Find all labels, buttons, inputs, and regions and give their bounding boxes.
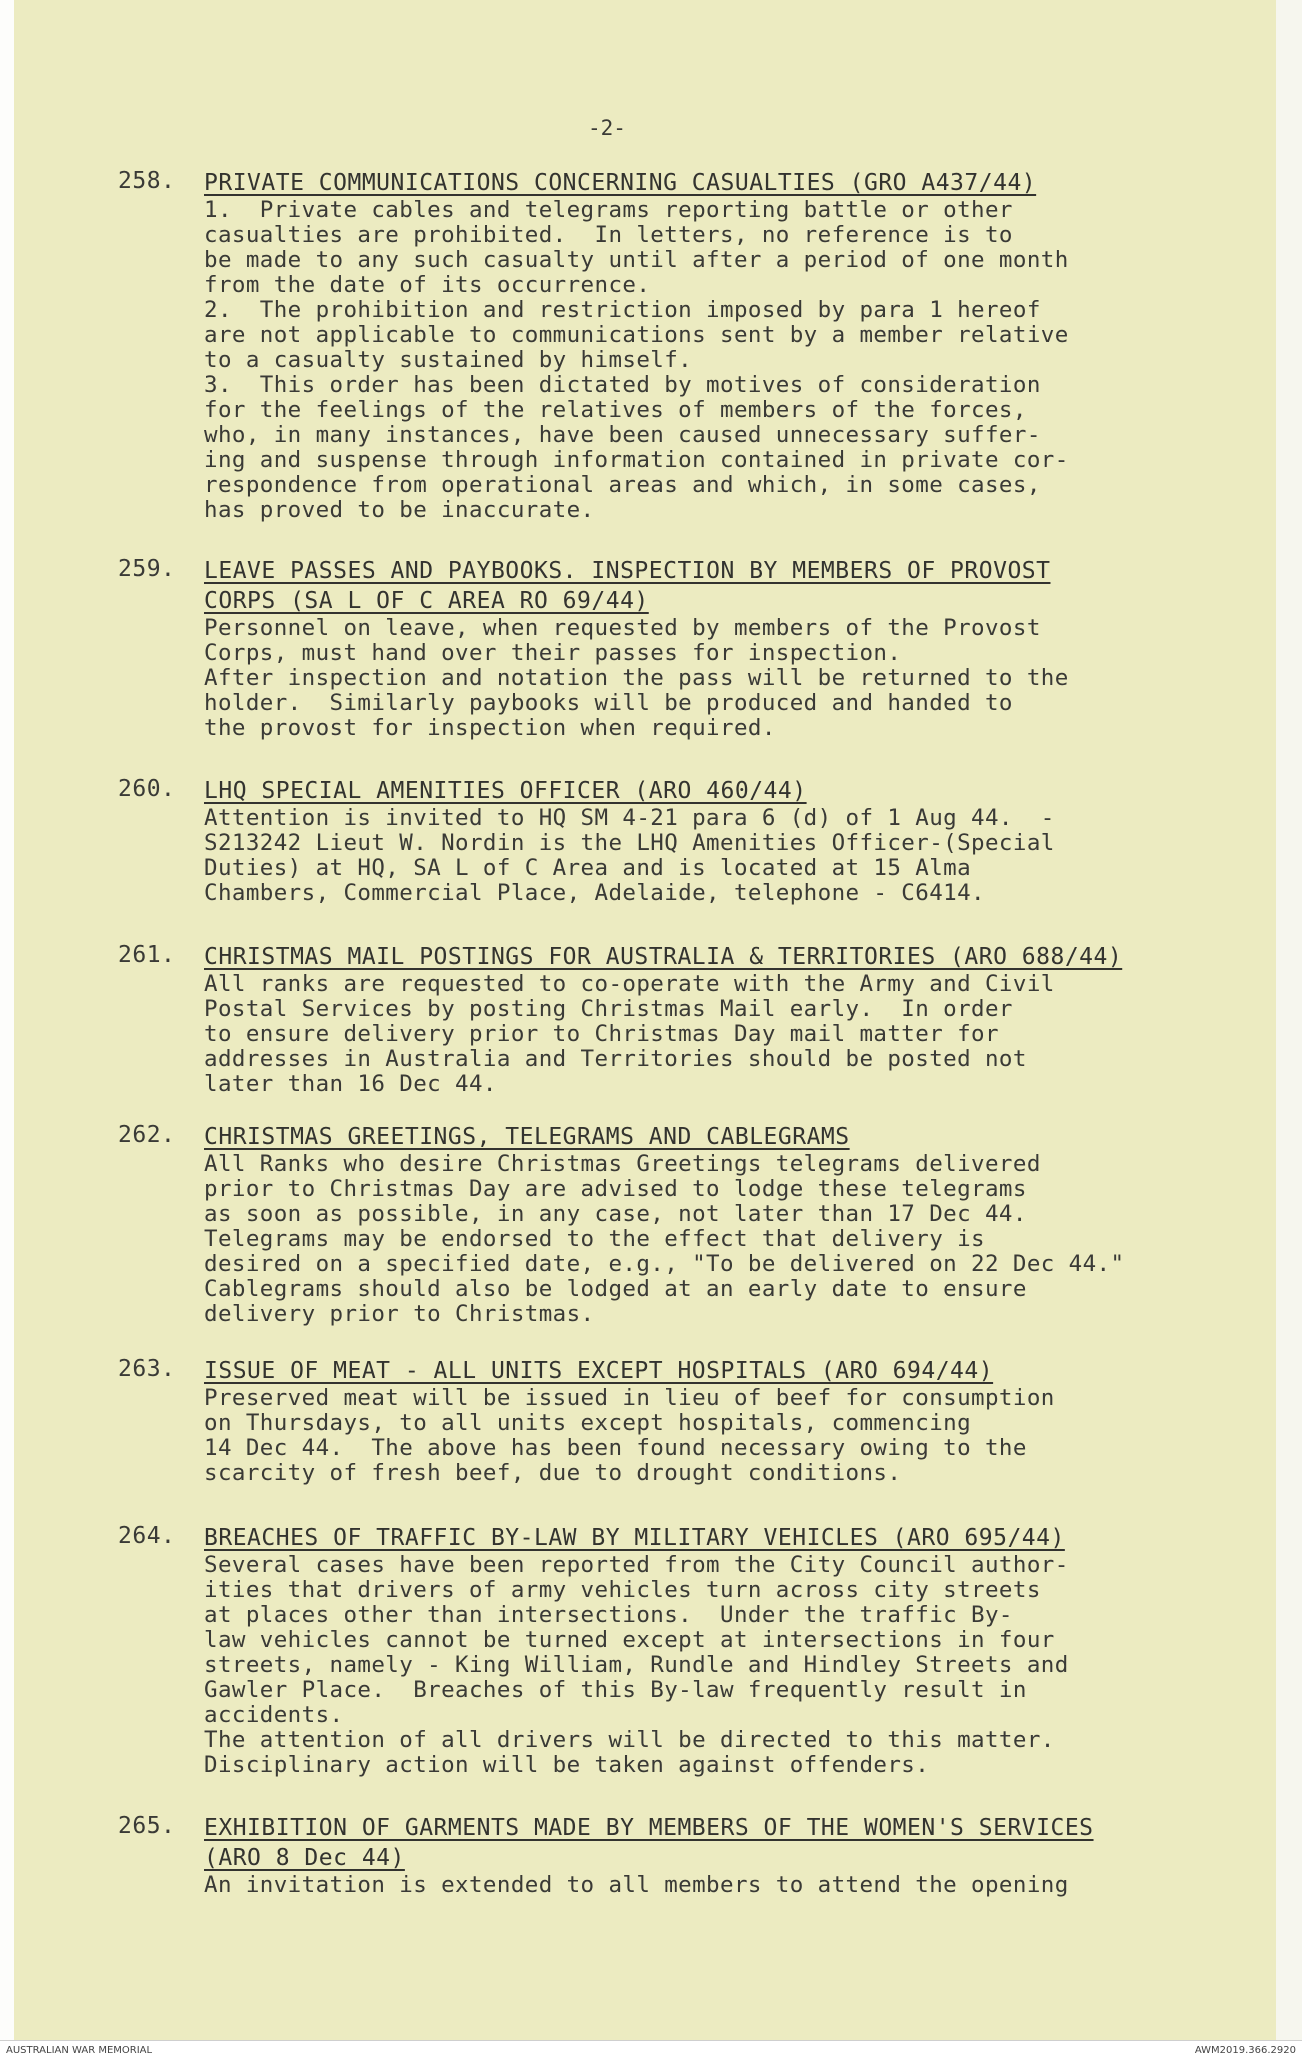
text-line: addresses in Australia and Territories should be posted not bbox=[204, 1046, 1027, 1072]
text-line: to ensure delivery prior to Christmas Day mail matter for bbox=[204, 1021, 999, 1047]
section-number: 262. bbox=[118, 1122, 176, 1148]
text-line: CORPS (SA L OF C AREA RO 69/44) bbox=[204, 588, 649, 614]
text-line: Corps, must hand over their passes for inspection. bbox=[204, 640, 902, 666]
section-body bbox=[204, 198, 1138, 523]
text-line: Attention is invited to HQ SM 4-21 para 6 (d) of 1 Aug 44. - bbox=[204, 805, 1055, 831]
text-line: from the date of its occurrence. bbox=[204, 272, 651, 298]
section-258 bbox=[118, 168, 1138, 523]
section-265 bbox=[118, 1813, 1138, 1898]
footer-institution: AUSTRALIAN WAR MEMORIAL bbox=[6, 2045, 153, 2056]
section-body bbox=[204, 1873, 1138, 1898]
text-line: ities that drivers of army vehicles turn across city streets bbox=[204, 1577, 1041, 1603]
section-number: 259. bbox=[118, 556, 176, 582]
text-line: streets, namely - King William, Rundle and Hindley Streets and bbox=[204, 1652, 1069, 1678]
text-line: ing and suspense through information contained in private cor- bbox=[204, 447, 1069, 473]
section-body bbox=[204, 1553, 1138, 1778]
text-line: LEAVE PASSES AND PAYBOOKS. INSPECTION BY MEMBERS OF PROVOST bbox=[204, 558, 1051, 584]
text-line: Postal Services by posting Christmas Mail early. In order bbox=[204, 996, 1013, 1022]
section-heading bbox=[204, 168, 1138, 198]
text-line: later than 16 Dec 44. bbox=[204, 1071, 497, 1097]
text-line: The attention of all drivers will be directed to this matter. bbox=[204, 1727, 1055, 1753]
text-line: on Thursdays, to all units except hospitals, commencing bbox=[204, 1410, 972, 1436]
section-body bbox=[204, 1386, 1138, 1486]
text-line: CHRISTMAS GREETINGS, TELEGRAMS AND CABLEGRAMS bbox=[204, 1124, 850, 1150]
section-number: 264. bbox=[118, 1523, 176, 1549]
text-line: Telegrams may be endorsed to the effect that delivery is bbox=[204, 1226, 985, 1252]
text-line: the provost for inspection when required. bbox=[204, 715, 776, 741]
section-259 bbox=[118, 556, 1138, 741]
text-line: (ARO 8 Dec 44) bbox=[204, 1845, 405, 1871]
section-262 bbox=[118, 1122, 1138, 1327]
section-263 bbox=[118, 1356, 1138, 1486]
text-line: BREACHES OF TRAFFIC BY-LAW BY MILITARY VEHICLES (ARO 695/44) bbox=[204, 1525, 1065, 1551]
page-edge bbox=[1276, 0, 1302, 2040]
section-body bbox=[204, 806, 1138, 906]
section-number: 265. bbox=[118, 1813, 176, 1839]
text-line: for the feelings of the relatives of members of the forces, bbox=[204, 397, 1027, 423]
page-number: -2- bbox=[588, 116, 626, 140]
text-line: to a casualty sustained by himself. bbox=[204, 347, 693, 373]
text-line: After inspection and notation the pass will be returned to the bbox=[204, 665, 1069, 691]
section-number: 261. bbox=[118, 942, 176, 968]
text-line: Cablegrams should also be lodged at an early date to ensure bbox=[204, 1276, 1027, 1302]
section-264 bbox=[118, 1523, 1138, 1778]
text-line: Preserved meat will be issued in lieu of beef for consumption bbox=[204, 1385, 1055, 1411]
text-line: are not applicable to communications sent by a member relative bbox=[204, 322, 1069, 348]
text-line: Personnel on leave, when requested by members of the Provost bbox=[204, 615, 1041, 641]
section-261 bbox=[118, 942, 1138, 1097]
text-line: holder. Similarly paybooks will be produced and handed to bbox=[204, 690, 1013, 716]
section-heading bbox=[204, 776, 1138, 806]
text-line: Several cases have been reported from the City Council author- bbox=[204, 1552, 1069, 1578]
text-line: prior to Christmas Day are advised to lodge these telegrams bbox=[204, 1176, 1027, 1202]
section-body bbox=[204, 972, 1138, 1097]
text-line: 14 Dec 44. The above has been found necessary owing to the bbox=[204, 1435, 1027, 1461]
text-line: scarcity of fresh beef, due to drought conditions. bbox=[204, 1460, 902, 1486]
text-line: Chambers, Commercial Place, Adelaide, telephone - C6414. bbox=[204, 880, 985, 906]
text-line: An invitation is extended to all members to attend the opening bbox=[204, 1872, 1069, 1898]
text-line: Disciplinary action will be taken against offenders. bbox=[204, 1752, 930, 1778]
text-line: LHQ SPECIAL AMENITIES OFFICER (ARO 460/44) bbox=[204, 778, 807, 804]
text-line: PRIVATE COMMUNICATIONS CONCERNING CASUALTIES (GRO A437/44) bbox=[204, 170, 1037, 196]
archive-footer bbox=[0, 2040, 1302, 2062]
text-line: All Ranks who desire Christmas Greetings telegrams delivered bbox=[204, 1151, 1041, 1177]
section-heading bbox=[204, 942, 1138, 972]
text-line: CHRISTMAS MAIL POSTINGS FOR AUSTRALIA & TERRITORIES (ARO 688/44) bbox=[204, 944, 1123, 970]
section-heading bbox=[204, 1813, 1138, 1873]
text-line: 3. This order has been dictated by motives of consideration bbox=[204, 372, 1041, 398]
text-line: Duties) at HQ, SA L of C Area and is located at 15 Alma bbox=[204, 855, 972, 881]
section-number: 263. bbox=[118, 1356, 176, 1382]
section-number: 260. bbox=[118, 776, 176, 802]
section-body bbox=[204, 616, 1138, 741]
text-line: ISSUE OF MEAT - ALL UNITS EXCEPT HOSPITALS (ARO 694/44) bbox=[204, 1358, 994, 1384]
section-heading bbox=[204, 556, 1138, 616]
section-body bbox=[204, 1152, 1138, 1327]
text-line: who, in many instances, have been caused unnecessary suffer- bbox=[204, 422, 1041, 448]
text-line: accidents. bbox=[204, 1702, 344, 1728]
section-heading bbox=[204, 1356, 1138, 1386]
text-line: 1. Private cables and telegrams reporting battle or other bbox=[204, 197, 1013, 223]
text-line: EXHIBITION OF GARMENTS MADE BY MEMBERS OF THE WOMEN'S SERVICES bbox=[204, 1815, 1094, 1841]
text-line: at places other than intersections. Under the traffic By- bbox=[204, 1602, 1013, 1628]
section-heading bbox=[204, 1122, 1138, 1152]
text-line: be made to any such casualty until after a period of one month bbox=[204, 247, 1069, 273]
text-line: respondence from operational areas and which, in some cases, bbox=[204, 472, 1041, 498]
text-line: casualties are prohibited. In letters, no reference is to bbox=[204, 222, 1013, 248]
footer-catalogue-id: AWM2019.366.2920 bbox=[1194, 2045, 1296, 2056]
section-heading bbox=[204, 1523, 1138, 1553]
text-line: All ranks are requested to co-operate with the Army and Civil bbox=[204, 971, 1055, 997]
text-line: 2. The prohibition and restriction imposed by para 1 hereof bbox=[204, 297, 1041, 323]
section-number: 258. bbox=[118, 168, 176, 194]
section-260 bbox=[118, 776, 1138, 906]
text-line: delivery prior to Christmas. bbox=[204, 1301, 595, 1327]
text-line: S213242 Lieut W. Nordin is the LHQ Amenities Officer-(Special bbox=[204, 830, 1055, 856]
text-line: Gawler Place. Breaches of this By-law frequently result in bbox=[204, 1677, 1027, 1703]
text-line: law vehicles cannot be turned except at intersections in four bbox=[204, 1627, 1055, 1653]
text-line: desired on a specified date, e.g., "To be delivered on 22 Dec 44." bbox=[204, 1251, 1125, 1277]
text-line: as soon as possible, in any case, not later than 17 Dec 44. bbox=[204, 1201, 1027, 1227]
text-line: has proved to be inaccurate. bbox=[204, 497, 595, 523]
